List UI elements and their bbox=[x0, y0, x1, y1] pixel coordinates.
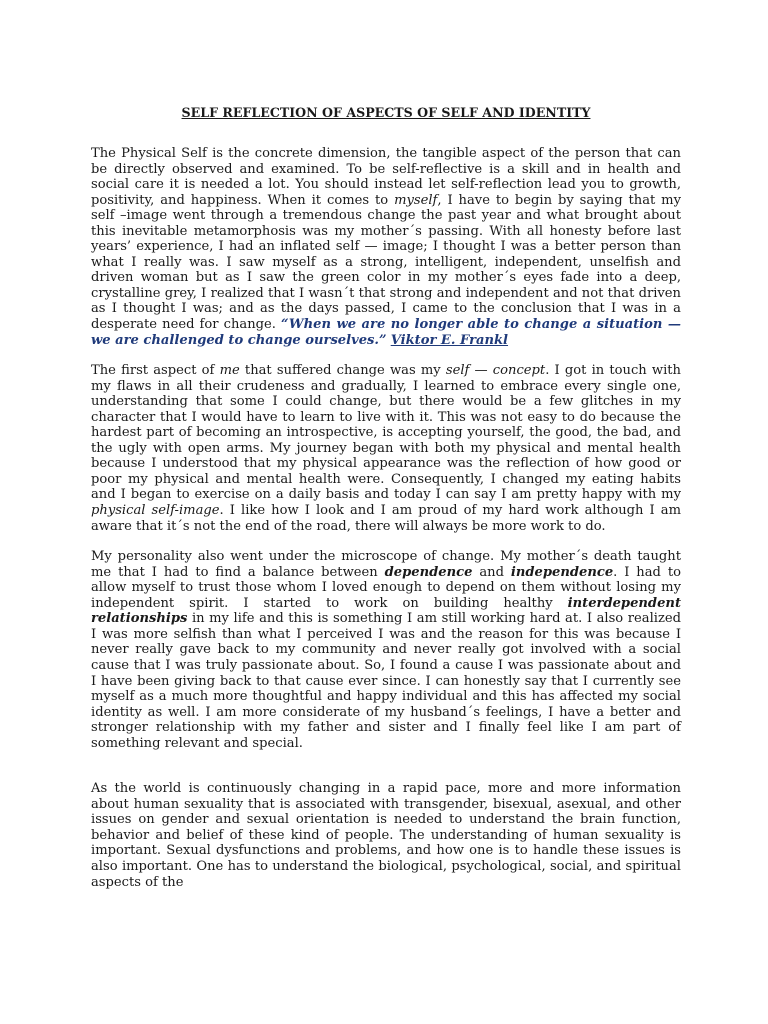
italic-text: physical self-image bbox=[91, 503, 220, 519]
quote-author-link[interactable]: Viktor E. Frankl bbox=[390, 332, 509, 348]
paragraph-human-sexuality: As the world is continuously changing in a rapid pace, more and more information about human sexuality that is associated with transgender, bisexual, asexual, and other issues on gender and sexual orientation is needed to understand the brain function, behavior and belief of these kind of people. The understanding of human sexuality is important. Sexual dysfunctions and problems, and how one is to handle these issues is also important. One has to understand the biological, psychological, social, and spiritual aspects of the bbox=[91, 781, 681, 890]
text-run: , I have to begin by saying that my self –image went through a tremendous change the past year and what brought about this inevitable metamorphosis was my mother´s passing. With all honesty before last years’ experience, I had an inflated self — image; I thought I was a better person than what I really was. I saw myself as a strong, intelligent, independent, unselfish and driven woman but as I saw the green color in my mother´s eyes fade into a deep, crystalline grey, I realized that I wasn´t that strong and independent and not that driven as I thought I was; and as the days passed, I came to the conclusion that I was in a desperate need for change. bbox=[91, 192, 681, 333]
quote: “When we are no longer able to change a situation — we are challenged to change ourselves.” bbox=[91, 317, 681, 348]
bold-italic-text: interdependent relationships bbox=[91, 595, 681, 627]
italic-text: self — concept bbox=[445, 363, 546, 379]
text-run: and bbox=[472, 564, 511, 580]
document-title: SELF REFLECTION OF ASPECTS OF SELF AND IDENTITY bbox=[181, 105, 591, 120]
paragraph-physical-self bbox=[91, 146, 681, 348]
text-run: that suffered change was my bbox=[239, 363, 446, 379]
bold-italic-text: independence bbox=[510, 564, 614, 580]
italic-text: me bbox=[219, 363, 240, 379]
bold-italic-text: dependence bbox=[384, 564, 473, 580]
text-run: . I like how I look and I am proud of my hard work although I am aware that it´s not the end of the road, there will always be more work to do. bbox=[91, 503, 681, 534]
paragraph-self-concept bbox=[91, 363, 681, 534]
text-run: . I had to allow myself to trust those whom I loved enough to depend on them without losing my independent spirit. I started to work on building healthy bbox=[91, 564, 681, 611]
text-run: The Physical Self is the concrete dimension, the tangible aspect of the person that can be directly observed and examined. To be self-reflective is a skill and in health and social care it is needed a lot. You should instead let self-reflection lead you to growth, positivity, and happiness. When it comes to bbox=[91, 146, 681, 208]
paragraph-personality bbox=[91, 549, 681, 751]
italic-text: myself bbox=[394, 192, 438, 208]
text-run: My personality also went under the microscope of change. My mother´s death taught me that I had to find a balance between bbox=[91, 549, 681, 580]
text-run: The first aspect of bbox=[91, 363, 220, 379]
text-run: in my life and this is something I am still working hard at. I also realized I was more selfish than what I perceived I was and the reason for this was because I never really gave back to my community and never really got involved with a social cause that I was truly passionate about. So, I found a cause I was passionate about and I have been giving back to that cause ever since. I can honestly say that I currently see myself as a much more thoughtful and happy individual and this has affected my social identity as well. I am more considerate of my husband´s feelings, I have a better and stronger relationship with my father and sister and I finally feel like I am part of something relevant and special. bbox=[91, 611, 681, 751]
text-run: . I got in touch with my flaws in all their crudeness and gradually, I learned to embrace every single one, understanding that some I could change, but there would be a few glitches in my character that I would have to learn to live with it. This was not easy to do because the hardest part of becoming an introspective, is accepting yourself, the good, the bad, and the ugly with open arms. My journey began with both my physical and mental health because I understood that my physical appearance was the reflection of how good or poor my physical and mental health were. Consequently, I changed my eating habits and I began to exercise on a daily basis and today I can say I am pretty happy with my bbox=[91, 363, 681, 503]
